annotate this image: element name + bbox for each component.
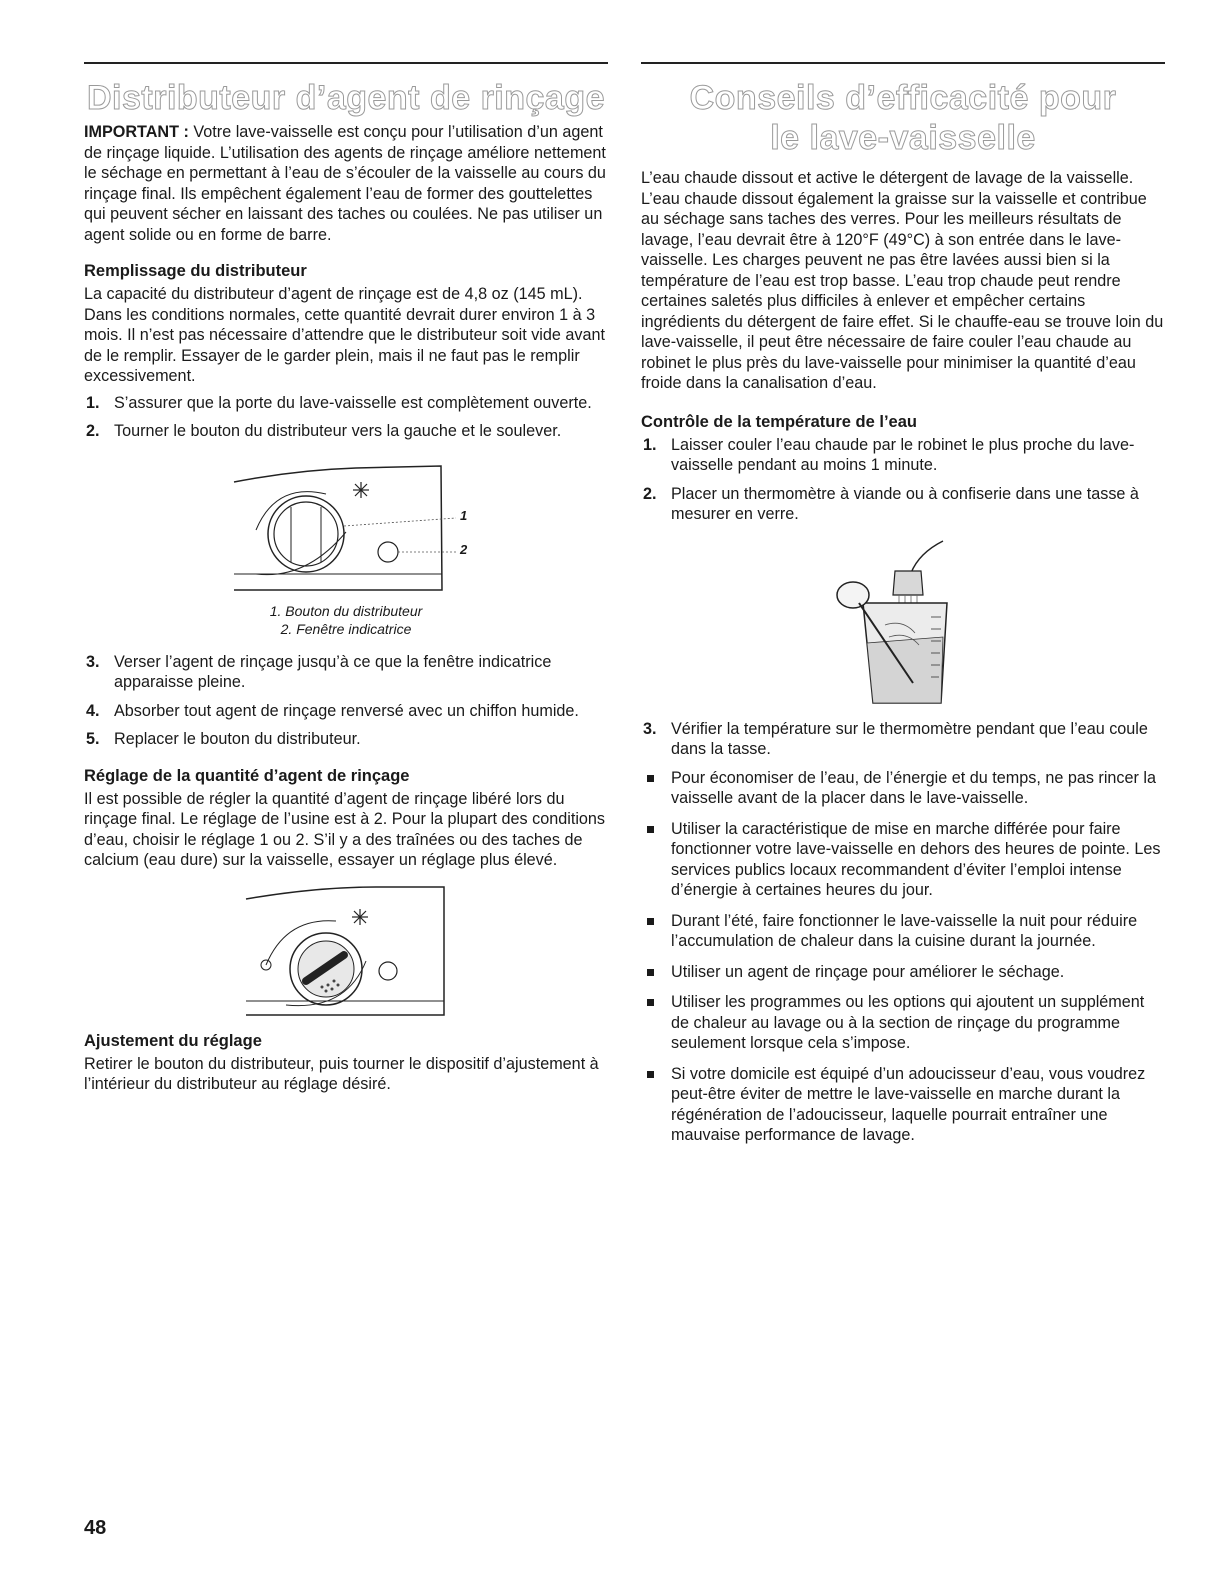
- left-column: [84, 62, 608, 1095]
- list-item: [641, 819, 1165, 901]
- adjust-text: Il est possible de régler la quantité d’agent de rinçage libéré lors du rinçage final. Le réglage de l’usine est à 2. Pour la plupart des conditions d’eau, choisir le réglage 1 ou 2. S’il y a des traînées ou des taches de calcium (eau dure) sur la vaisselle, essayer un réglage plus élevé.: [84, 789, 606, 869]
- adjustment-figure: [226, 881, 466, 1021]
- step-number: 1.: [86, 393, 100, 412]
- step-number: 3.: [643, 719, 657, 738]
- adjustment-illustration: [226, 881, 466, 1021]
- list-item: [84, 421, 608, 442]
- page-number: 48: [84, 1517, 107, 1539]
- dispenser-figure: [216, 462, 476, 592]
- figure-caption-1: 1. Bouton du distributeur: [269, 602, 423, 619]
- important-text: Votre lave-vaisselle est conçu pour l’utilisation d’un agent de rinçage liquide. L’utilisation des agents de rinçage améliore nettement le séchage en permettant à l’eau de s’écouler de la vaisselle au cours du rinçage final. Ils empêchent également l’eau de former des gouttelettes qui peuvent sécher en laissant des taches ou coulées. Ne pas utiliser un agent solide ou en forme de barre.: [84, 123, 606, 244]
- list-item: [84, 729, 608, 750]
- tip-text: Si votre domicile est équipé d’un adoucisseur d’eau, vous voudrez peut-être éviter de mettre le lave-vaisselle en marche durant la régénération de l’adoucisseur, laquelle pourrait entraîner une mauvaise performance de lavage.: [671, 1064, 1146, 1144]
- bullet-square-icon: [647, 918, 654, 925]
- list-item: [84, 652, 608, 693]
- list-item: [84, 393, 608, 414]
- step-text: Absorber tout agent de rinçage renversé avec un chiffon humide.: [114, 701, 579, 720]
- dispenser-illustration: [216, 462, 476, 592]
- fill-heading: Remplissage du distributeur: [84, 262, 307, 280]
- step-text: Tourner le bouton du distributeur vers la gauche et le soulever.: [114, 422, 562, 440]
- fill-steps-a: [84, 393, 608, 442]
- setting-heading: Ajustement du réglage: [84, 1031, 262, 1050]
- intro-paragraph: L’eau chaude dissout et active le détergent de lavage de la vaisselle. L’eau chaude dissout également la graisse sur la vaisselle et contribue au séchage sans taches des verres. Pour les meilleurs résultats de lavage, l’eau devrait être à 120°F (49°C) à son entrée dans le lave-vaisselle. Les charges peuvent ne pas être lavées aussi bien si la température de l’eau est trop basse. L’eau trop chaude peut rendre certaines saletés plus difficiles à enlever et empêcher certains ingrédients du détergent de faire effet. Si le chauffe-eau se trouve loin du lave-vaisselle, il peut être nécessaire de faire couler l’eau chaude au robinet le plus près du lave-vaisselle pour minimiser la quantité d’eau froide dans la canalisation d’eau.: [641, 169, 1164, 392]
- temp-steps-b: [641, 719, 1165, 760]
- bullet-square-icon: [647, 826, 654, 833]
- section-title-line-1: Conseils d’efficacité pour: [689, 79, 1117, 117]
- tip-text: Utiliser un agent de rinçage pour améliorer le séchage.: [671, 962, 1065, 981]
- section-title: [641, 78, 1165, 158]
- measuring-cup-illustration: [823, 533, 983, 713]
- list-item: [641, 962, 1165, 983]
- tip-text: Durant l’été, faire fonctionner le lave-vaisselle la nuit pour réduire l’accumulation de chaleur dans la cuisine durant la journée.: [671, 911, 1138, 950]
- step-text: Verser l’agent de rinçage jusqu’à ce que la fenêtre indicatrice apparaisse pleine.: [114, 652, 552, 691]
- list-item: [641, 484, 1165, 525]
- step-number: 4.: [86, 701, 100, 720]
- step-number: 5.: [86, 730, 100, 748]
- tip-text: Pour économiser de l’eau, de l’énergie et du temps, ne pas rincer la vaisselle avant de la placer dans le lave-vaisselle.: [671, 768, 1157, 807]
- step-number: 1.: [643, 435, 657, 454]
- tip-text: Utiliser les programmes ou les options qui ajoutent un supplément de chaleur au lavage ou à la section de rinçage du programme seulement lorsque cela s’impose.: [671, 993, 1145, 1052]
- step-number: 2.: [643, 484, 657, 503]
- top-rule: [641, 62, 1165, 64]
- figure-label-2: 2: [460, 541, 468, 557]
- list-item: [641, 435, 1165, 476]
- setting-text: Retirer le bouton du distributeur, puis tourner le dispositif d’ajustement à l’intérieur du distributeur au réglage désiré.: [84, 1054, 599, 1093]
- bullet-square-icon: [647, 1071, 654, 1078]
- figure-label-1: 1: [460, 507, 468, 523]
- bullet-square-icon: [647, 775, 654, 782]
- list-item: [641, 1064, 1165, 1146]
- list-item: [641, 911, 1165, 952]
- tips-list: [641, 768, 1165, 1146]
- figure-caption-2: 2. Fenêtre indicatrice: [280, 620, 412, 637]
- important-label: IMPORTANT :: [84, 123, 189, 141]
- fill-steps-b: [84, 652, 608, 750]
- step-text: Placer un thermomètre à viande ou à confiserie dans une tasse à mesurer en verre.: [671, 484, 1139, 523]
- temp-heading: Contrôle de la température de l’eau: [641, 412, 917, 431]
- right-column: [641, 62, 1165, 1156]
- list-item: [641, 768, 1165, 809]
- thermometer-figure: [823, 533, 983, 713]
- tip-text: Utiliser la caractéristique de mise en marche différée pour faire fonctionner votre lave-vaisselle en dehors des heures de pointe. Les services publics locaux recommandent d’éviter l’emploi intense d’énergie à certaines heures du jour.: [671, 819, 1161, 899]
- list-item: [84, 701, 608, 722]
- fill-intro: La capacité du distributeur d’agent de rinçage est de 4,8 oz (145 mL). Dans les conditions normales, cette quantité devrait durer environ 1 à 3 mois. Il n’est pas nécessaire d’attendre que le distributeur soit vide avant de le remplir. Essayer de le garder plein, mais il ne faut pas le remplir excessivement.: [84, 285, 605, 385]
- list-item: [641, 992, 1165, 1054]
- section-title: Distributeur d’agent de rinçage: [86, 79, 606, 117]
- step-text: S’assurer que la porte du lave-vaisselle est complètement ouverte.: [114, 393, 592, 412]
- bullet-square-icon: [647, 969, 654, 976]
- step-text: Replacer le bouton du distributeur.: [114, 730, 361, 748]
- bullet-square-icon: [647, 999, 654, 1006]
- temp-steps-a: [641, 435, 1165, 525]
- section-title-line-2: le lave-vaisselle: [770, 119, 1036, 157]
- adjust-heading: Réglage de la quantité d’agent de rinçage: [84, 766, 410, 785]
- step-number: 2.: [86, 422, 100, 440]
- step-text: Vérifier la température sur le thermomètre pendant que l’eau coule dans la tasse.: [671, 719, 1148, 758]
- top-rule: [84, 62, 608, 64]
- list-item: [641, 719, 1165, 760]
- important-note: [84, 122, 608, 245]
- step-number: 3.: [86, 652, 100, 671]
- step-text: Laisser couler l’eau chaude par le robinet le plus proche du lave-vaisselle pendant au moins 1 minute.: [671, 435, 1135, 474]
